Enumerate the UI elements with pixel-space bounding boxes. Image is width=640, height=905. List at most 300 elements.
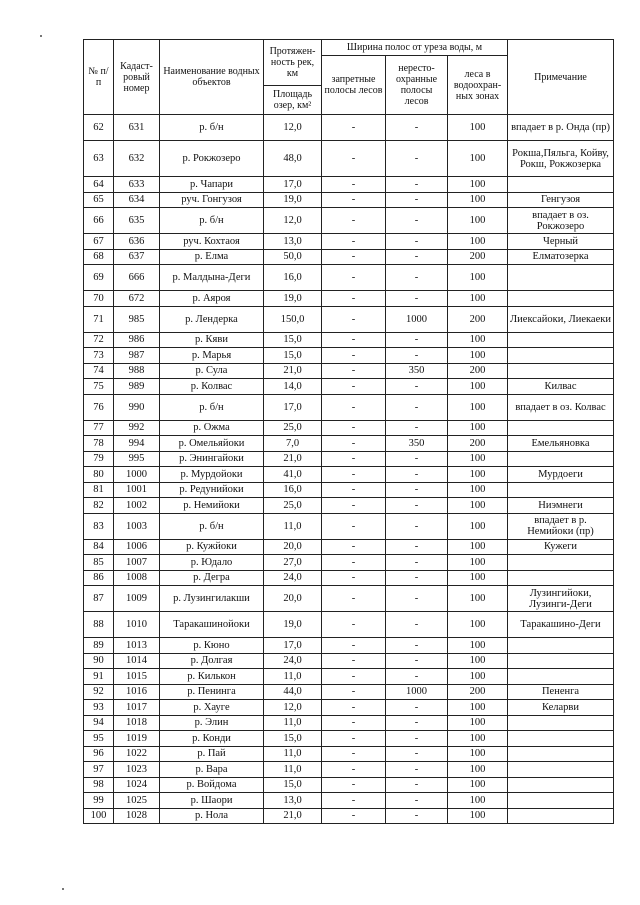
row-num: 85: [84, 555, 114, 571]
table-row: [84, 306, 614, 332]
row-note: Черный: [508, 234, 614, 250]
row-name: р. Кяви: [160, 332, 264, 348]
table-row: [84, 482, 614, 498]
row-forbidden: -: [322, 208, 386, 234]
row-water-forest: 100: [448, 192, 508, 208]
table-row: [84, 731, 614, 747]
water-objects-table: [83, 39, 614, 824]
row-name: руч. Кохтаоя: [160, 234, 264, 250]
row-num: 77: [84, 420, 114, 436]
row-forbidden: -: [322, 363, 386, 379]
row-forbidden: -: [322, 306, 386, 332]
row-name: р. Пенинга: [160, 684, 264, 700]
row-num: 83: [84, 513, 114, 539]
row-water-forest: 100: [448, 420, 508, 436]
row-name: Таракашинойоки: [160, 612, 264, 638]
row-forbidden: -: [322, 291, 386, 307]
row-num: 72: [84, 332, 114, 348]
row-forbidden: -: [322, 762, 386, 778]
row-note: [508, 555, 614, 571]
row-length: 27,0: [264, 555, 322, 571]
row-water-forest: 100: [448, 612, 508, 638]
row-water-forest: 100: [448, 586, 508, 612]
table-row: [84, 570, 614, 586]
row-name: р. Лузингилакши: [160, 586, 264, 612]
row-spawning: -: [386, 141, 448, 177]
row-cadastral: 1006: [114, 539, 160, 555]
row-spawning: -: [386, 379, 448, 395]
row-forbidden: -: [322, 379, 386, 395]
row-num: 80: [84, 467, 114, 483]
row-length: 17,0: [264, 394, 322, 420]
row-name: р. Долгая: [160, 653, 264, 669]
row-cadastral: 666: [114, 265, 160, 291]
row-cadastral: 1018: [114, 715, 160, 731]
row-spawning: -: [386, 669, 448, 685]
header-length: Протяжен-ность рек, км: [264, 40, 322, 86]
row-water-forest: 100: [448, 793, 508, 809]
header-name: Наименование водных объектов: [160, 40, 264, 115]
table-row: [84, 363, 614, 379]
row-forbidden: -: [322, 467, 386, 483]
row-water-forest: 200: [448, 306, 508, 332]
row-note: Лиексайоки, Лиекаеки: [508, 306, 614, 332]
table-row: [84, 555, 614, 571]
row-water-forest: 100: [448, 498, 508, 514]
row-num: 82: [84, 498, 114, 514]
row-name: р. Елма: [160, 249, 264, 265]
table-row: [84, 539, 614, 555]
row-forbidden: -: [322, 348, 386, 364]
table-row: [84, 208, 614, 234]
row-forbidden: -: [322, 482, 386, 498]
row-length: 21,0: [264, 808, 322, 824]
row-water-forest: 100: [448, 141, 508, 177]
row-num: 63: [84, 141, 114, 177]
row-note: [508, 332, 614, 348]
row-spawning: -: [386, 265, 448, 291]
row-cadastral: 1001: [114, 482, 160, 498]
row-forbidden: -: [322, 513, 386, 539]
row-water-forest: 200: [448, 436, 508, 452]
row-cadastral: 987: [114, 348, 160, 364]
row-length: 15,0: [264, 777, 322, 793]
row-cadastral: 992: [114, 420, 160, 436]
row-length: 19,0: [264, 192, 322, 208]
row-num: 86: [84, 570, 114, 586]
row-num: 95: [84, 731, 114, 747]
row-name: р. Кужйоки: [160, 539, 264, 555]
row-note: Ниэмнеги: [508, 498, 614, 514]
row-forbidden: -: [322, 669, 386, 685]
row-num: 91: [84, 669, 114, 685]
row-note: [508, 177, 614, 193]
header-area: Площадь озер, км²: [264, 86, 322, 115]
row-name: р. Лендерка: [160, 306, 264, 332]
row-forbidden: -: [322, 192, 386, 208]
row-note: Рокша,Пяльга, Койву, Рокш, Рокжозерка: [508, 141, 614, 177]
row-cadastral: 986: [114, 332, 160, 348]
table-row: [84, 638, 614, 654]
row-cadastral: 636: [114, 234, 160, 250]
table-row: [84, 234, 614, 250]
table-row: [84, 669, 614, 685]
row-cadastral: 990: [114, 394, 160, 420]
row-spawning: -: [386, 570, 448, 586]
row-spawning: -: [386, 467, 448, 483]
row-num: 75: [84, 379, 114, 395]
row-name: р. Аяроя: [160, 291, 264, 307]
table-row: [84, 291, 614, 307]
header-cadastral: Кадаст-ровый номер: [114, 40, 160, 115]
row-num: 79: [84, 451, 114, 467]
row-cadastral: 1013: [114, 638, 160, 654]
row-water-forest: 100: [448, 482, 508, 498]
row-forbidden: -: [322, 420, 386, 436]
row-name: р. Нола: [160, 808, 264, 824]
row-water-forest: 100: [448, 715, 508, 731]
row-water-forest: 100: [448, 638, 508, 654]
row-length: 21,0: [264, 363, 322, 379]
row-name: р. Редунийоки: [160, 482, 264, 498]
row-spawning: -: [386, 715, 448, 731]
row-spawning: 1000: [386, 684, 448, 700]
row-forbidden: -: [322, 586, 386, 612]
row-spawning: -: [386, 177, 448, 193]
row-cadastral: 1014: [114, 653, 160, 669]
table-row: [84, 700, 614, 716]
row-name: р. Марья: [160, 348, 264, 364]
row-cadastral: 1000: [114, 467, 160, 483]
table-row: [84, 192, 614, 208]
row-note: Емельяновка: [508, 436, 614, 452]
row-length: 25,0: [264, 498, 322, 514]
row-length: 11,0: [264, 513, 322, 539]
row-name: руч. Гонгузоя: [160, 192, 264, 208]
row-note: [508, 653, 614, 669]
row-water-forest: 100: [448, 115, 508, 141]
row-length: 15,0: [264, 731, 322, 747]
row-spawning: -: [386, 348, 448, 364]
row-name: р. Пай: [160, 746, 264, 762]
row-forbidden: -: [322, 793, 386, 809]
row-water-forest: 100: [448, 394, 508, 420]
row-num: 73: [84, 348, 114, 364]
row-water-forest: 100: [448, 731, 508, 747]
row-name: р. Дегра: [160, 570, 264, 586]
row-water-forest: 100: [448, 379, 508, 395]
row-note: Елматозерка: [508, 249, 614, 265]
row-length: 12,0: [264, 700, 322, 716]
row-water-forest: 100: [448, 177, 508, 193]
row-spawning: -: [386, 192, 448, 208]
row-length: 16,0: [264, 265, 322, 291]
row-name: р. б/н: [160, 115, 264, 141]
row-water-forest: 100: [448, 208, 508, 234]
row-num: 67: [84, 234, 114, 250]
row-water-forest: 100: [448, 332, 508, 348]
row-water-forest: 100: [448, 653, 508, 669]
row-length: 15,0: [264, 332, 322, 348]
row-cadastral: 1019: [114, 731, 160, 747]
header-width-group: Ширина полос от уреза воды, м: [322, 40, 508, 56]
row-num: 65: [84, 192, 114, 208]
scan-speck: [40, 35, 42, 37]
row-note: Кужеги: [508, 539, 614, 555]
row-length: 48,0: [264, 141, 322, 177]
row-num: 100: [84, 808, 114, 824]
row-cadastral: 988: [114, 363, 160, 379]
row-note: [508, 777, 614, 793]
row-water-forest: 100: [448, 291, 508, 307]
table-row: [84, 115, 614, 141]
row-note: впадает в оз. Колвас: [508, 394, 614, 420]
row-length: 150,0: [264, 306, 322, 332]
header-water-forest: леса в водоохран-ных зонах: [448, 56, 508, 115]
row-spawning: -: [386, 638, 448, 654]
row-spawning: -: [386, 498, 448, 514]
row-cadastral: 1002: [114, 498, 160, 514]
row-water-forest: 100: [448, 513, 508, 539]
row-num: 92: [84, 684, 114, 700]
row-spawning: -: [386, 291, 448, 307]
table-row: [84, 513, 614, 539]
row-length: 44,0: [264, 684, 322, 700]
row-spawning: -: [386, 482, 448, 498]
row-length: 11,0: [264, 669, 322, 685]
row-water-forest: 100: [448, 570, 508, 586]
row-num: 71: [84, 306, 114, 332]
row-length: 11,0: [264, 762, 322, 778]
row-num: 84: [84, 539, 114, 555]
row-cadastral: 633: [114, 177, 160, 193]
row-num: 81: [84, 482, 114, 498]
row-note: [508, 793, 614, 809]
row-num: 66: [84, 208, 114, 234]
row-num: 90: [84, 653, 114, 669]
row-spawning: -: [386, 746, 448, 762]
row-forbidden: -: [322, 700, 386, 716]
header-spawning: нересто-охранные полосы лесов: [386, 56, 448, 115]
row-note: впадает в оз. Рокжозеро: [508, 208, 614, 234]
row-forbidden: -: [322, 653, 386, 669]
row-name: р. Вара: [160, 762, 264, 778]
row-note: [508, 669, 614, 685]
row-forbidden: -: [322, 234, 386, 250]
row-name: р. Чапари: [160, 177, 264, 193]
row-forbidden: -: [322, 141, 386, 177]
row-cadastral: 995: [114, 451, 160, 467]
row-num: 64: [84, 177, 114, 193]
row-name: р. б/н: [160, 394, 264, 420]
table-row: [84, 777, 614, 793]
row-length: 12,0: [264, 115, 322, 141]
row-cadastral: 1008: [114, 570, 160, 586]
row-note: впадает в р. Онда (пр): [508, 115, 614, 141]
row-note: Пененга: [508, 684, 614, 700]
row-note: [508, 715, 614, 731]
row-note: Келарви: [508, 700, 614, 716]
header-num: № п/п: [84, 40, 114, 115]
row-water-forest: 200: [448, 363, 508, 379]
row-spawning: -: [386, 793, 448, 809]
row-cadastral: 1022: [114, 746, 160, 762]
row-note: [508, 570, 614, 586]
row-name: р. Омельяйоки: [160, 436, 264, 452]
table-row: [84, 467, 614, 483]
row-spawning: -: [386, 731, 448, 747]
row-forbidden: -: [322, 249, 386, 265]
row-forbidden: -: [322, 115, 386, 141]
row-forbidden: -: [322, 808, 386, 824]
row-num: 70: [84, 291, 114, 307]
row-forbidden: -: [322, 265, 386, 291]
row-length: 11,0: [264, 746, 322, 762]
row-length: 24,0: [264, 570, 322, 586]
row-note: Генгузоя: [508, 192, 614, 208]
row-cadastral: 1024: [114, 777, 160, 793]
row-water-forest: 100: [448, 669, 508, 685]
row-length: 41,0: [264, 467, 322, 483]
row-length: 15,0: [264, 348, 322, 364]
table-row: [84, 249, 614, 265]
row-cadastral: 1007: [114, 555, 160, 571]
row-length: 20,0: [264, 539, 322, 555]
row-spawning: -: [386, 451, 448, 467]
row-cadastral: 631: [114, 115, 160, 141]
row-length: 14,0: [264, 379, 322, 395]
row-forbidden: -: [322, 731, 386, 747]
row-name: р. Кюно: [160, 638, 264, 654]
row-spawning: 1000: [386, 306, 448, 332]
row-forbidden: -: [322, 684, 386, 700]
row-note: [508, 638, 614, 654]
row-cadastral: 1010: [114, 612, 160, 638]
table-row: [84, 746, 614, 762]
row-note: [508, 291, 614, 307]
row-name: р. Шаори: [160, 793, 264, 809]
row-name: р. Ожма: [160, 420, 264, 436]
row-num: 93: [84, 700, 114, 716]
table-row: [84, 586, 614, 612]
row-num: 97: [84, 762, 114, 778]
row-spawning: -: [386, 332, 448, 348]
row-forbidden: -: [322, 638, 386, 654]
row-cadastral: 1023: [114, 762, 160, 778]
row-num: 62: [84, 115, 114, 141]
row-note: [508, 363, 614, 379]
row-spawning: -: [386, 234, 448, 250]
row-spawning: -: [386, 249, 448, 265]
row-spawning: -: [386, 208, 448, 234]
row-num: 69: [84, 265, 114, 291]
row-water-forest: 100: [448, 348, 508, 364]
row-spawning: -: [386, 653, 448, 669]
row-note: [508, 265, 614, 291]
row-water-forest: 100: [448, 451, 508, 467]
table-row: [84, 808, 614, 824]
table-row: [84, 348, 614, 364]
row-cadastral: 637: [114, 249, 160, 265]
table-row: [84, 612, 614, 638]
row-note: [508, 746, 614, 762]
row-cadastral: 985: [114, 306, 160, 332]
row-forbidden: -: [322, 498, 386, 514]
row-spawning: -: [386, 777, 448, 793]
row-length: 11,0: [264, 715, 322, 731]
row-name: р. Конди: [160, 731, 264, 747]
row-spawning: -: [386, 555, 448, 571]
row-name: р. Колвас: [160, 379, 264, 395]
row-spawning: -: [386, 513, 448, 539]
row-forbidden: -: [322, 177, 386, 193]
row-water-forest: 100: [448, 746, 508, 762]
table-row: [84, 379, 614, 395]
row-note: Мурдоеги: [508, 467, 614, 483]
row-num: 78: [84, 436, 114, 452]
row-num: 88: [84, 612, 114, 638]
row-name: р. Юдало: [160, 555, 264, 571]
row-note: впадает в р. Немийоки (пр): [508, 513, 614, 539]
row-water-forest: 100: [448, 265, 508, 291]
table-row: [84, 793, 614, 809]
row-cadastral: 994: [114, 436, 160, 452]
row-forbidden: -: [322, 451, 386, 467]
row-length: 13,0: [264, 793, 322, 809]
row-cadastral: 1028: [114, 808, 160, 824]
row-spawning: -: [386, 586, 448, 612]
row-spawning: -: [386, 612, 448, 638]
row-cadastral: 635: [114, 208, 160, 234]
row-spawning: 350: [386, 363, 448, 379]
scan-speck: [62, 888, 64, 890]
row-note: [508, 451, 614, 467]
table-row: [84, 332, 614, 348]
table-row: [84, 394, 614, 420]
row-note: Килвас: [508, 379, 614, 395]
row-forbidden: -: [322, 436, 386, 452]
row-note: [508, 348, 614, 364]
row-num: 94: [84, 715, 114, 731]
row-cadastral: 1009: [114, 586, 160, 612]
row-cadastral: 1025: [114, 793, 160, 809]
row-spawning: -: [386, 539, 448, 555]
table-row: [84, 451, 614, 467]
row-num: 87: [84, 586, 114, 612]
row-name: р. Хауге: [160, 700, 264, 716]
row-spawning: -: [386, 394, 448, 420]
table-row: [84, 177, 614, 193]
row-forbidden: -: [322, 332, 386, 348]
row-note: Лузингийоки, Лузинги-Деги: [508, 586, 614, 612]
row-spawning: 350: [386, 436, 448, 452]
table-row: [84, 653, 614, 669]
row-spawning: -: [386, 700, 448, 716]
row-name: р. Элин: [160, 715, 264, 731]
table-row: [84, 684, 614, 700]
row-spawning: -: [386, 762, 448, 778]
table-row: [84, 141, 614, 177]
row-water-forest: 100: [448, 555, 508, 571]
row-water-forest: 100: [448, 777, 508, 793]
row-note: [508, 731, 614, 747]
row-num: 96: [84, 746, 114, 762]
row-water-forest: 100: [448, 700, 508, 716]
row-note: [508, 482, 614, 498]
row-length: 17,0: [264, 177, 322, 193]
row-name: р. Малдына-Деги: [160, 265, 264, 291]
header-note: Примечание: [508, 40, 614, 115]
